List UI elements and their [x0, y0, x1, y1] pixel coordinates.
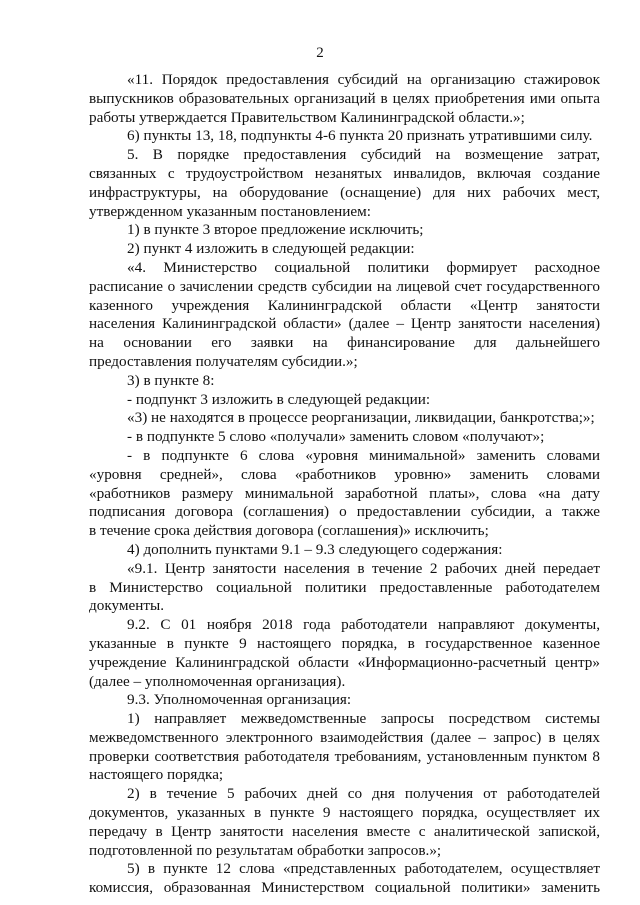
text-line: 2) пункт 4 изложить в следующей редакции:	[127, 240, 415, 258]
text-line: документов, указанных в пункте 9 настоящего порядка, осуществляет их	[89, 804, 600, 822]
text-line: выпускников образовательных организаций в целях приобретения ими опыта	[89, 89, 600, 107]
text-line: 5) в пункте 12 слова «представленных работодателем, осуществляет	[127, 860, 600, 878]
text-line: 9.3. Уполномоченная организация:	[127, 691, 352, 709]
text-line: «9.1. Центр занятости населения в течение 2 рабочих дней передает	[127, 559, 600, 577]
text-line: «11. Порядок предоставления субсидий на организацию стажировок	[127, 71, 600, 88]
text-line: «работников размеру минимальной заработной платы», слова «на дату	[89, 484, 600, 502]
text-line: подготовленной по результатам обработки запросов.»;	[89, 841, 442, 859]
text-line: «уровня средней», слова «работников уровню» заменить словами	[89, 465, 600, 483]
text-line: в течение срока действия договора (соглашения)» исключить;	[89, 522, 489, 540]
text-line: 9.2. С 01 ноября 2018 года работодатели направляют документы,	[127, 616, 600, 634]
text-line: настоящего порядка;	[89, 766, 224, 784]
text-line: инфраструктуры, на оборудование (оснащение) для них рабочих мест,	[89, 183, 600, 201]
text-line: межведомственного электронного взаимодействия (далее – запрос) в целях	[89, 728, 600, 746]
text-line: проверки соответствия работодателя требованиям, установленным пунктом 8	[89, 747, 600, 765]
text-line: учреждение Калининградской области «Информационно-расчетный центр»	[89, 653, 600, 671]
text-line: указанные в пункте 9 настоящего порядка, в государственное казенное	[89, 634, 600, 652]
text-line: документы.	[89, 597, 164, 615]
text-line: 1) направляет межведомственные запросы посредством системы	[127, 710, 600, 728]
text-line: «4. Министерство социальной политики формирует расходное	[127, 258, 600, 276]
text-line: 3) в пункте 8:	[127, 371, 215, 389]
text-line: (далее – уполномоченная организация).	[89, 672, 346, 690]
text-line: 1) в пункте 3 второе предложение исключить;	[127, 221, 424, 239]
text-line: предоставления получателям субсидии.»;	[89, 352, 358, 370]
text-line: 6) пункты 13, 18, подпункты 4-6 пункта 20 признать утратившими силу.	[127, 127, 593, 145]
text-line: населения Калининградской области» (далее – Центр занятости населения)	[89, 315, 600, 333]
text-line: казенного учреждения Калининградской области «Центр занятости	[89, 296, 600, 314]
text-line: утвержденном указанным постановлением:	[89, 202, 371, 220]
text-line: на основании его заявки на финансирование для дальнейшего	[89, 334, 600, 352]
text-line: передачу в Центр занятости населения вместе с аналитической запиской,	[89, 822, 600, 840]
text-line: комиссия, образованная Министерством социальной политики» заменить	[89, 879, 600, 897]
text-line: 5. В порядке предоставления субсидий на возмещение затрат,	[127, 146, 600, 164]
text-line: подписания договора (соглашения) о предоставлении субсидии, а также	[89, 503, 600, 521]
text-line: связанных с трудоустройством незанятых инвалидов, включая создание	[89, 164, 600, 182]
text-line: 2) в течение 5 рабочих дней со дня получения от работодателей	[127, 785, 600, 803]
text-line: - в подпункте 6 слова «уровня минимальной» заменить словами	[127, 446, 600, 464]
text-line: в Министерство социальной политики предоставленные работодателем	[89, 578, 600, 596]
page-number: 2	[316, 45, 324, 61]
text-line: расписание о зачислении средств субсидии на лицевой счет государственного	[89, 277, 600, 295]
text-line: «3) не находятся в процессе реорганизации, ликвидации, банкротства;»;	[127, 409, 595, 427]
text-line: - в подпункте 5 слово «получали» заменить словом «получают»;	[127, 428, 545, 446]
text-line: 4) дополнить пунктами 9.1 – 9.3 следующего содержания:	[127, 540, 503, 558]
document-body	[89, 71, 600, 898]
text-line: - подпункт 3 изложить в следующей редакции:	[127, 390, 431, 408]
text-line: работы утверждается Правительством Калининградской области.»;	[89, 108, 525, 126]
